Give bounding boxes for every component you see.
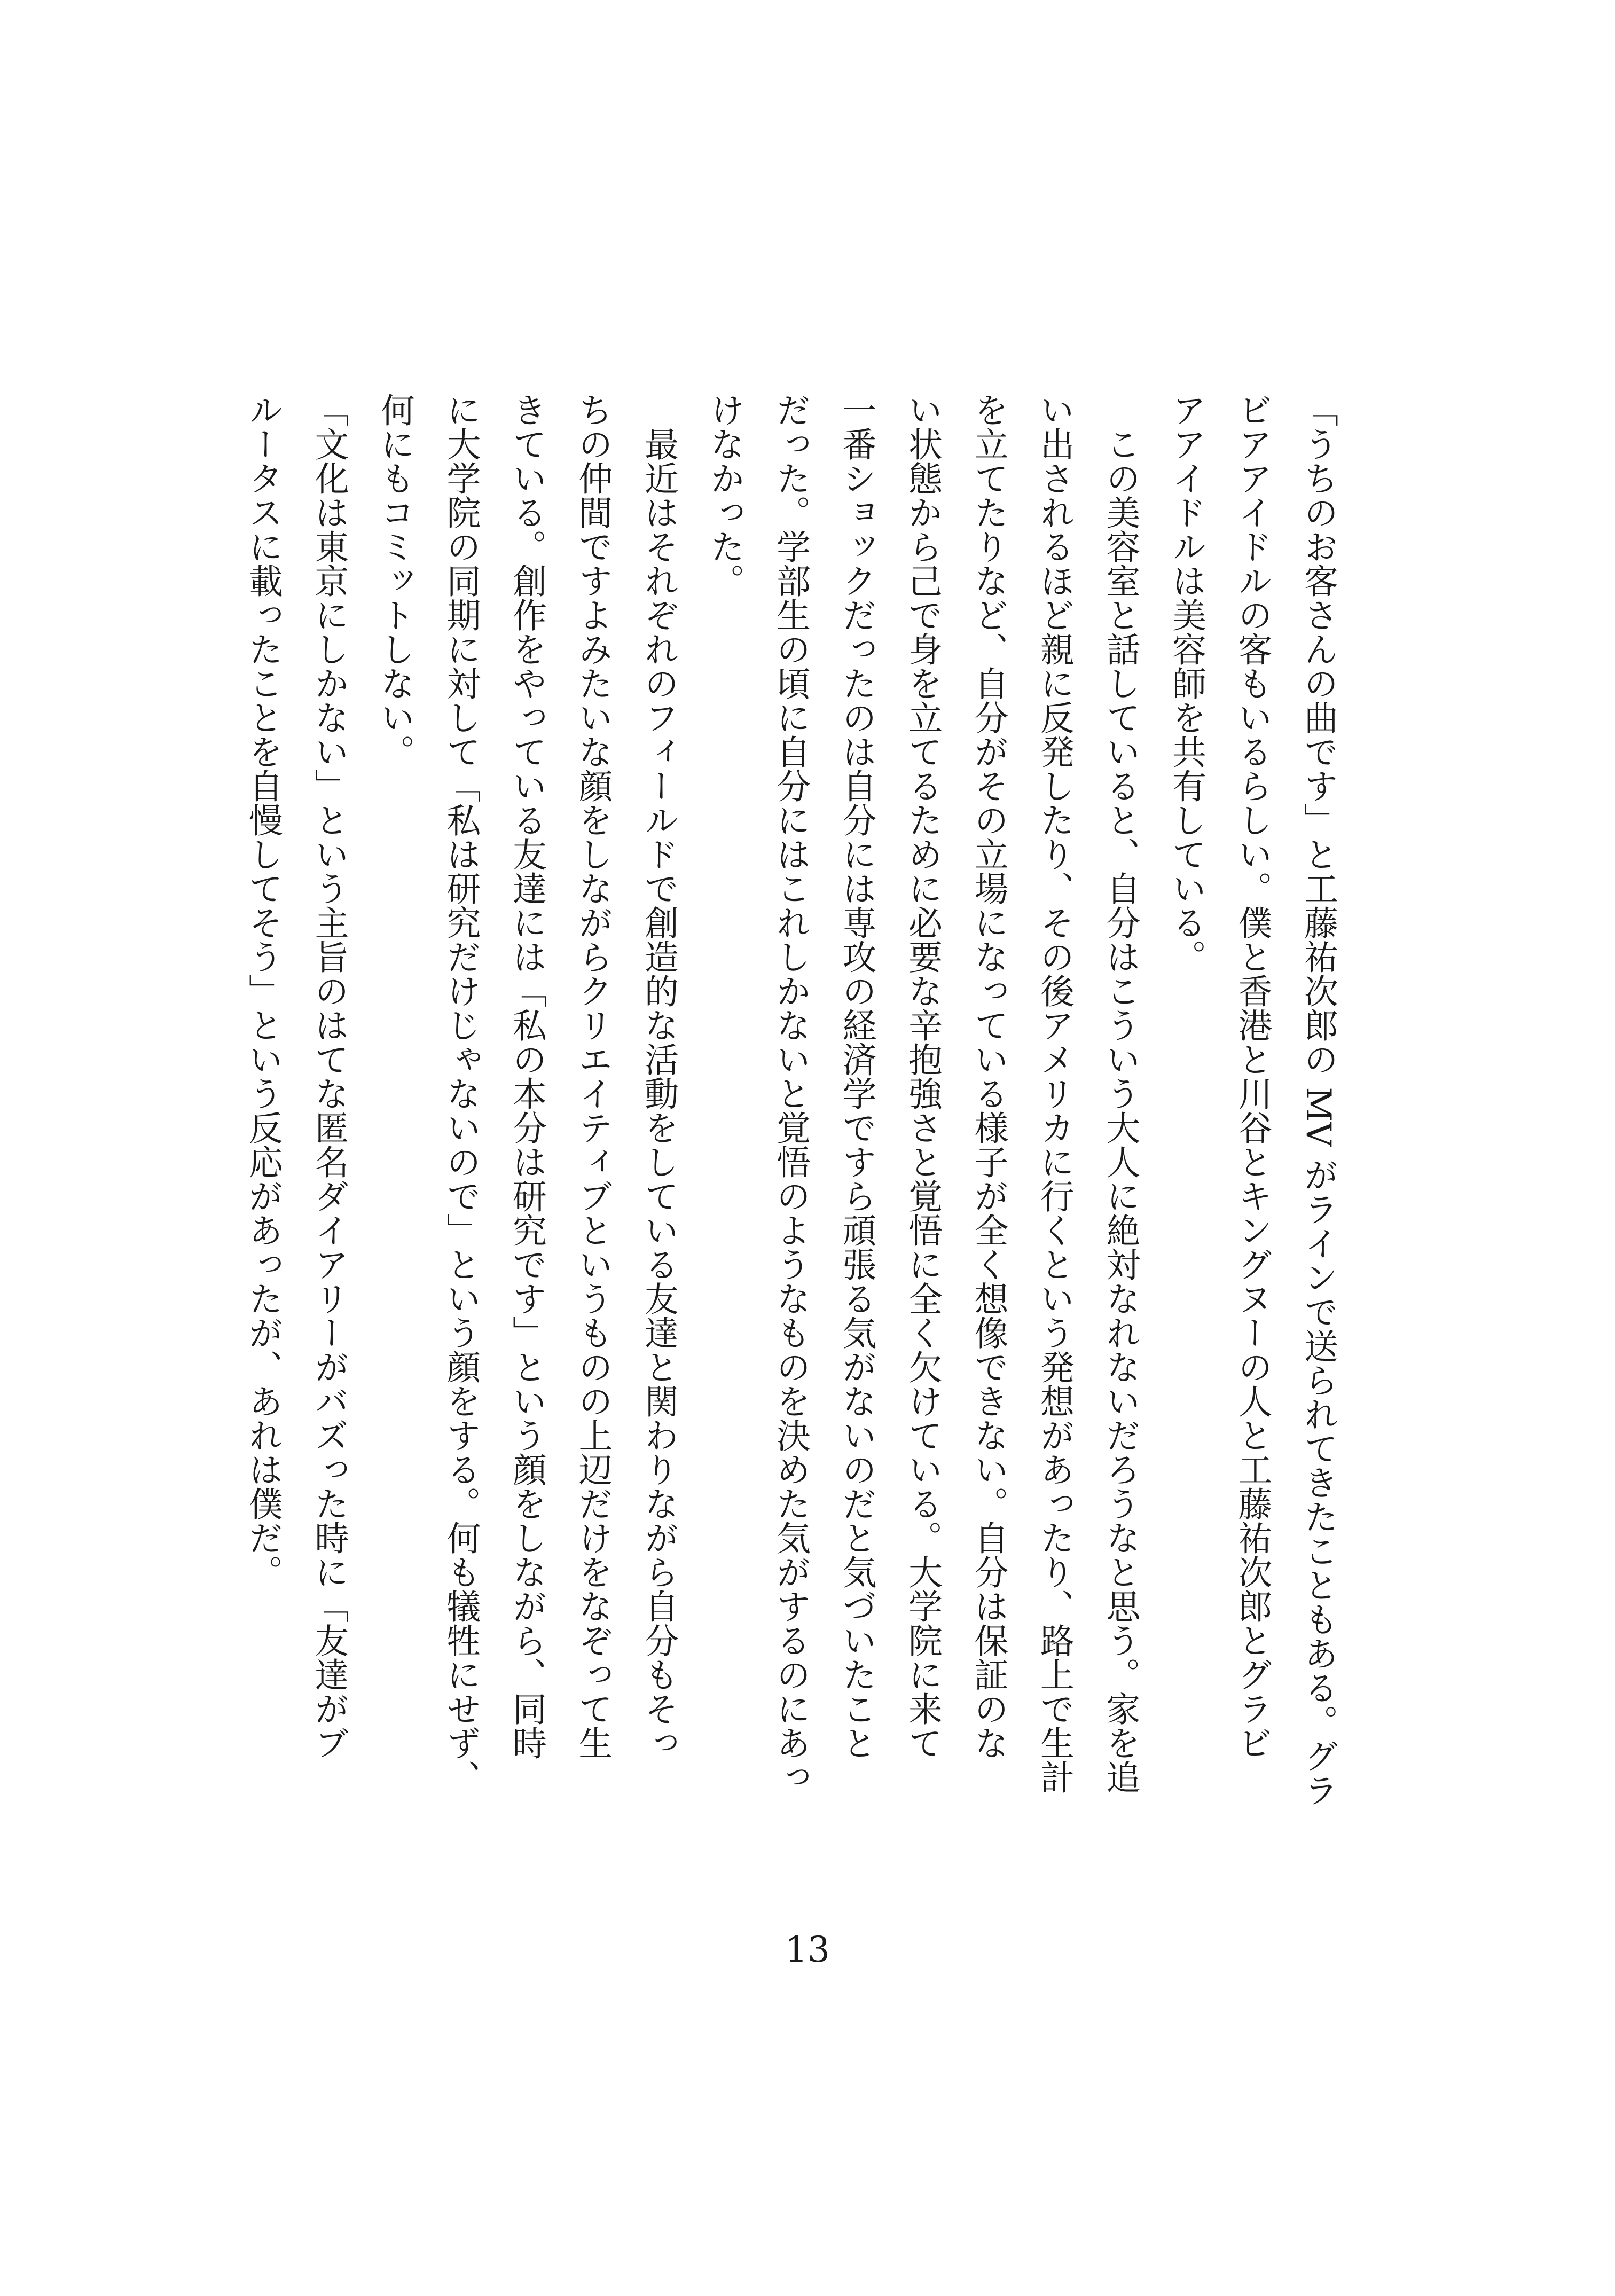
text-line: 何にもコミットしない。	[375, 393, 414, 769]
text-line: ちの仲間ですよみたいな顔をしながらクリエイティブというものの上辺だけをなぞって生	[573, 393, 613, 1760]
text-line: 「うちのお客さんの曲です」と工藤祐次郎の MV がラインで送られてきたこともある。グラ	[1298, 393, 1338, 1807]
page-number: 13	[785, 1929, 830, 1970]
text-line: アアイドルは美容師を共有している。	[1166, 393, 1206, 974]
text-line: この美容室と話していると、自分はこういう大人に絶対なれないだろうなと思う。家を追	[1100, 393, 1140, 1794]
text-line: に大学院の同期に対して「私は研究だけじゃないので」という顔をする。何も犠牲にせず、	[441, 393, 481, 1794]
text-line: 「文化は東京にしかない」という主旨のはてな匿名ダイアリーがバズった時に「友達がブ	[309, 393, 349, 1760]
text-line: ビアアイドルの客もいるらしい。僕と香港と川谷とキングヌーの人と工藤祐次郎とグラビ	[1232, 393, 1272, 1760]
text-line: を立てたりなど、自分がその立場になっている様子が全く想像できない。自分は保証のな	[968, 393, 1008, 1760]
text-line: ルータスに載ったことを自慢してそう」という反応があったが、あれは僕だ。	[243, 393, 283, 1589]
text-line: けなかった。	[704, 393, 744, 598]
text-line: 一番ショックだったのは自分には専攻の経済学ですら頑張る気がないのだと気づいたこと	[836, 393, 876, 1760]
text-line: い出されるほど親に反発したり、その後アメリカに行くという発想があったり、路上で生計	[1034, 393, 1074, 1794]
text-line: い状態から己で身を立てるために必要な辛抱強さと覚悟に全く欠けている。大学院に来て	[903, 393, 942, 1760]
text-line: きている。創作をやっている友達には「私の本分は研究です」という顔をしながら、同時	[507, 393, 546, 1760]
text-line: 最近はそれぞれのフィールドで創造的な活動をしている友達と関わりながら自分もそっ	[639, 393, 678, 1760]
text-line: だった。学部生の頃に自分にはこれしかないと覚悟のようなものを決めた気がするのにあっ	[771, 393, 810, 1794]
vertical-text-body	[230, 393, 1351, 1888]
